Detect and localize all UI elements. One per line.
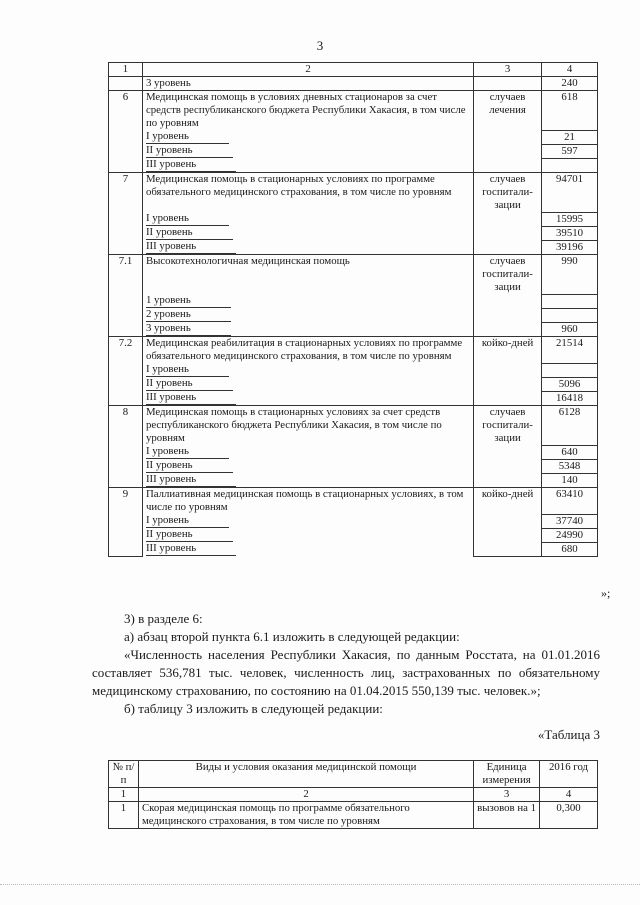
row-number: 7 — [109, 173, 143, 213]
row-value: 21514 — [542, 337, 598, 364]
level-value: 24990 — [542, 528, 598, 542]
level-value — [542, 363, 598, 377]
level-row — [109, 528, 598, 542]
level-label: III уровень — [146, 158, 236, 172]
level-label: II уровень — [146, 377, 233, 391]
level-label: 3 уровень — [146, 322, 231, 336]
row-unit: случаев госпитали-зации — [474, 173, 542, 213]
row-number: 1 — [109, 802, 139, 829]
level-label: I уровень — [146, 445, 229, 459]
level-row — [109, 226, 598, 240]
paragraph: «Численность населения Республики Хакасия, по данным Росстата, на 01.01.2016 составляет 536,781 тыс. человек, численность лиц, застрахованных по обязательному медицинскому страхованию, по состоянию на 01.04.2015 550,139 тыс. человек.»; — [92, 647, 600, 698]
table-row — [109, 802, 598, 829]
row-number: 9 — [109, 488, 143, 515]
closing-quote: »; — [601, 586, 611, 600]
row-number: 7.1 — [109, 255, 143, 295]
level-row — [109, 514, 598, 528]
group-row — [109, 337, 598, 364]
index-cell: 4 — [540, 788, 598, 802]
page-footer-line — [0, 884, 640, 885]
level-label: 2 уровень — [146, 308, 231, 322]
level-label: I уровень — [146, 212, 229, 226]
row-unit: вызовов на 1 — [474, 802, 540, 829]
level-label: II уровень — [146, 528, 233, 542]
level-value: 960 — [542, 322, 598, 337]
level-row — [109, 130, 598, 144]
level-label: III уровень — [146, 391, 236, 405]
level-label: 3 уровень — [142, 77, 473, 91]
level-value — [542, 158, 598, 173]
header-cell: № п/п — [109, 761, 139, 788]
index-cell: 3 — [474, 788, 540, 802]
row-value: 94701 — [542, 173, 598, 213]
level-row — [109, 158, 598, 173]
group-row — [109, 255, 598, 295]
level-value — [542, 308, 598, 322]
level-row — [109, 445, 598, 459]
paragraph: а) абзац второй пункта 6.1 изложить в следующей редакции: — [124, 629, 460, 644]
header-cell: 2016 год — [540, 761, 598, 788]
paragraph: 3) в разделе 6: — [124, 611, 203, 626]
level-value: 15995 — [542, 212, 598, 226]
header-cell: 2 — [142, 63, 473, 77]
level-value: 16418 — [542, 391, 598, 406]
level-row — [109, 212, 598, 226]
row-description: Медицинская помощь в стационарных условиях по программе обязательного медицинского страхования, в том числе по уровням — [142, 173, 473, 213]
level-row — [109, 377, 598, 391]
table-3 — [108, 760, 598, 829]
level-label: I уровень — [146, 514, 229, 528]
header-cell: Виды и условия оказания медицинской помощи — [138, 761, 473, 788]
level-value: 37740 — [542, 514, 598, 528]
level-row — [109, 473, 598, 488]
table-caption: «Таблица 3 — [537, 727, 600, 742]
row-value: 618 — [542, 91, 598, 131]
level-row — [109, 322, 598, 337]
row-description: Медицинская помощь в стационарных условиях за счет средств республиканского бюджета Республики Хакасия, в том числе по уровням — [142, 406, 473, 446]
row-value: 63410 — [542, 488, 598, 515]
table-row — [109, 77, 598, 91]
group-row — [109, 406, 598, 446]
row-unit: койко-дней — [474, 488, 542, 515]
group-row — [109, 173, 598, 213]
level-label: I уровень — [146, 130, 229, 144]
row-value: 6128 — [542, 406, 598, 446]
level-label: II уровень — [146, 226, 233, 240]
level-value: 5096 — [542, 377, 598, 391]
index-cell: 1 — [109, 788, 139, 802]
level-label: III уровень — [146, 542, 236, 556]
level-row — [109, 542, 598, 556]
level-label: III уровень — [146, 240, 236, 254]
level-value: 640 — [542, 445, 598, 459]
table-header-row — [109, 761, 598, 788]
paragraph: б) таблицу 3 изложить в следующей редакции: — [124, 701, 383, 716]
level-value: 5348 — [542, 459, 598, 473]
header-cell: 3 — [474, 63, 542, 77]
level-label: 1 уровень — [146, 294, 231, 308]
level-value: 240 — [542, 77, 598, 91]
level-row — [109, 240, 598, 255]
level-row — [109, 144, 598, 158]
level-row — [109, 308, 598, 322]
level-label: II уровень — [146, 459, 233, 473]
row-unit: случаев лечения — [474, 91, 542, 131]
index-cell: 2 — [138, 788, 473, 802]
row-value: 0,300 — [540, 802, 598, 829]
row-description: Паллиативная медицинская помощь в стационарных условиях, в том числе по уровням — [142, 488, 473, 515]
level-row — [109, 391, 598, 406]
table-index-row — [109, 788, 598, 802]
row-unit: койко-дней — [474, 337, 542, 364]
row-value: 990 — [542, 255, 598, 295]
level-row — [109, 459, 598, 473]
header-cell: Единица измерения — [474, 761, 540, 788]
row-description: Медицинская помощь в условиях дневных стационаров за счет средств республиканского бюджета Республики Хакасия, в том числе по уровням — [142, 91, 473, 131]
row-number: 7.2 — [109, 337, 143, 364]
row-description: Скорая медицинская помощь по программе обязательного медицинского страхования, в том числе по уровням — [138, 802, 473, 829]
level-row — [109, 363, 598, 377]
row-number: 6 — [109, 91, 143, 131]
page-number: 3 — [316, 38, 324, 53]
level-row — [109, 294, 598, 308]
level-value: 680 — [542, 542, 598, 556]
header-cell: 1 — [109, 63, 143, 77]
row-unit: случаев госпитали-зации — [474, 255, 542, 295]
level-value — [542, 294, 598, 308]
level-value: 39510 — [542, 226, 598, 240]
group-row — [109, 488, 598, 515]
group-row — [109, 91, 598, 131]
level-value: 597 — [542, 144, 598, 158]
level-value: 21 — [542, 130, 598, 144]
level-label: II уровень — [146, 144, 233, 158]
level-value: 140 — [542, 473, 598, 488]
row-unit: случаев госпитали-зации — [474, 406, 542, 446]
level-value: 39196 — [542, 240, 598, 255]
table-header-row — [109, 63, 598, 77]
row-number: 8 — [109, 406, 143, 446]
row-description: Высокотехнологичная медицинская помощь — [142, 255, 473, 295]
level-label: III уровень — [146, 473, 236, 487]
row-description: Медицинская реабилитация в стационарных условиях по программе обязательного медицинского страхования, в том числе по уровням — [142, 337, 473, 364]
level-label: I уровень — [146, 363, 229, 377]
header-cell: 4 — [542, 63, 598, 77]
volume-table — [108, 62, 598, 557]
